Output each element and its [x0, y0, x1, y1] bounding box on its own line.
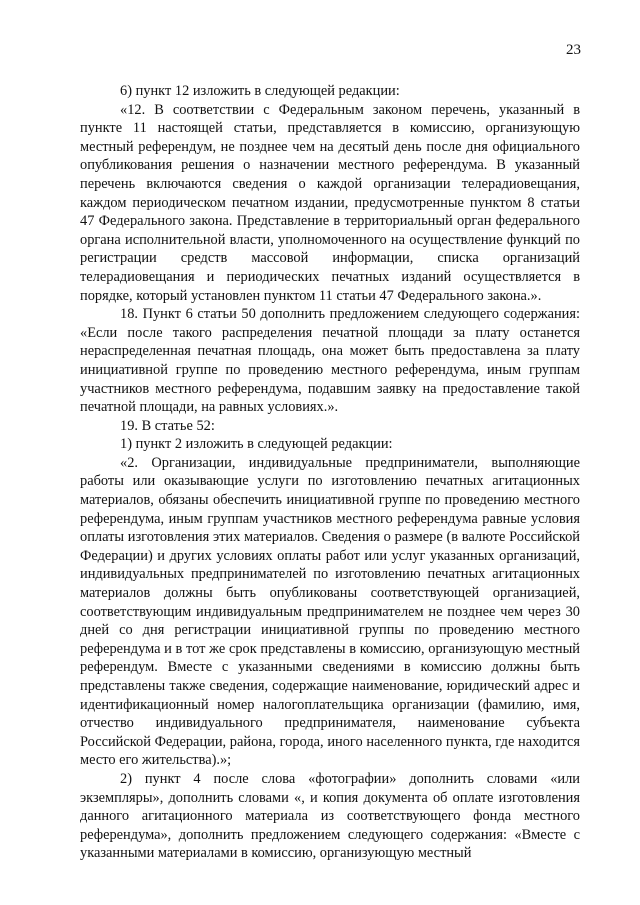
paragraph-item-19: 19. В статье 52:	[120, 417, 215, 434]
document-body	[80, 82, 580, 863]
paragraph-subitem-1: 1) пункт 2 изложить в следующей редакции:	[120, 436, 393, 453]
page-number: 23	[566, 42, 581, 58]
paragraph-subitem-2: 2) пункт 4 после слова «фотографии» дополнить словами «или экземпляры», дополнить словами «, и копия документа об оплате изготовления данного агитационного материала из соответствующего фонда местного референдума», дополнить предложением следующего содержания: «Вместе с указанными материалами в комиссию, организующую местный	[80, 770, 580, 862]
paragraph-item-6: 6) пункт 12 изложить в следующей редакции:	[120, 83, 400, 99]
paragraph-clause-12: «12. В соответствии с Федеральным законом перечень, указанный в пункте 11 настоящей статьи, представляется в комиссию, организующую местный референдум, не позднее чем на десятый день после дня официального опубликования решения о назначении местного референдума. В указанный перечень включаются сведения о каждой организации телерадиовещания, каждом периодическом печатном издании, предусмотренные пунктом 8 статьи 47 Федерального закона. Представление в территориальный орган федерального органа исполнительной власти, уполномоченного на осуществление функций по регистрации средств массовой информации, списка организаций телерадиовещания и периодических печатных изданий осуществляется в порядке, который установлен пунктом 11 статьи 47 Федерального закона.».	[80, 101, 580, 304]
paragraph-item-18: 18. Пункт 6 статьи 50 дополнить предложением следующего содержания: «Если после такого распределения печатной площади за плату останется нераспределенная печатная площадь, она может быть предоставлена за плату инициативной группе по проведению местного референдума, иным группам участников местного референдума, подавшим заявку на предоставление такой печатной площади, на равных условиях.».	[80, 306, 580, 416]
paragraph-clause-2: «2. Организации, индивидуальные предприниматели, выполняющие работы или оказывающие услуги по изготовлению печатных агитационных материалов, обязаны обеспечить инициативной группе по проведению местного референдума, иным группам участников местного референдума равные условия оплаты изготовления этих материалов. Сведения о размере (в валюте Российской Федерации) и других условиях оплаты работ или услуг указанных организаций, индивидуальных предпринимателей по изготовлению печатных агитационных материалов должны быть опубликованы соответствующей организацией, соответствующим индивидуальным предпринимателем не позднее чем через 30 дней со дня регистрации инициативной группы по проведению местного референдума и в тот же срок представлены в комиссию, организующую местный референдум. Вместе с указанными сведениями в комиссию должны быть представлены также сведения, содержащие наименование, юридический адрес и идентификационный номер налогоплательщика организации (фамилию, имя, отчество индивидуального предпринимателя, наименование субъекта Российской Федерации, района, города, иного населенного пункта, где находится место его жительства).»;	[80, 454, 580, 769]
